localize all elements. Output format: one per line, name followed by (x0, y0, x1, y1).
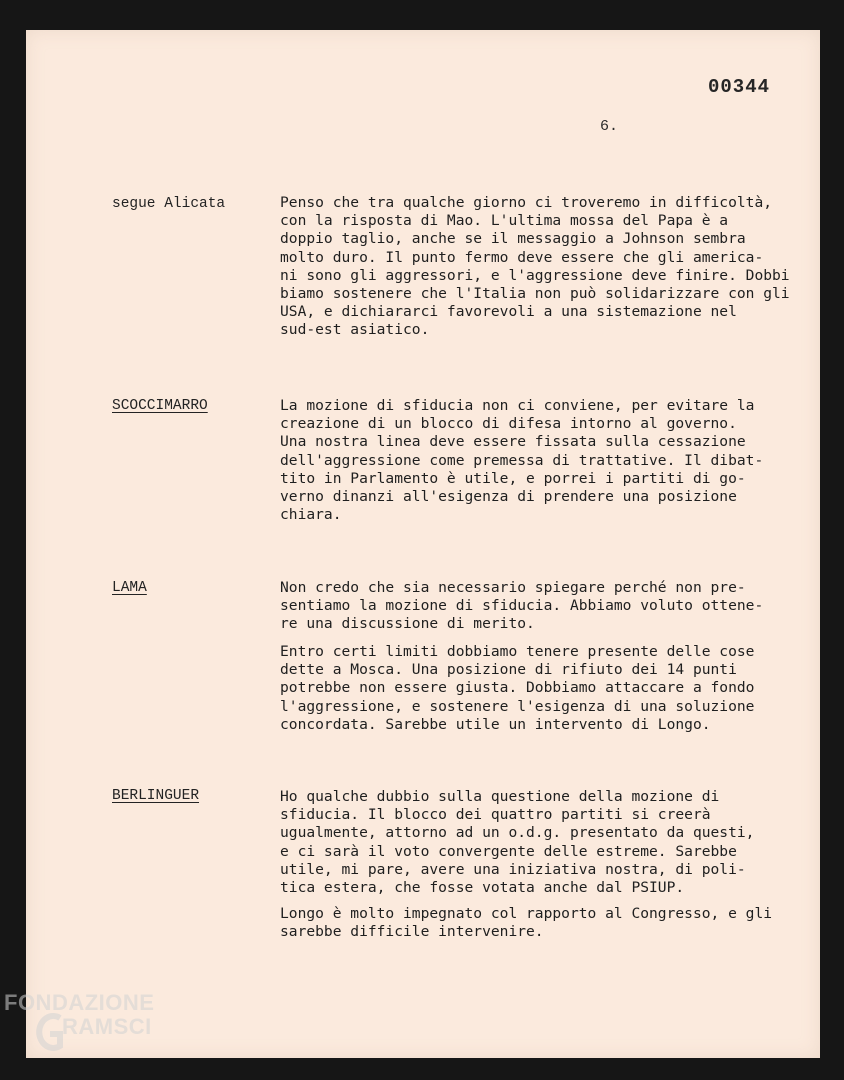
speaker-alicata: segue Alicata (112, 196, 226, 212)
speaker-scoccimarro: SCOCCIMARRO (112, 398, 208, 414)
fondazione-gramsci-watermark (4, 990, 224, 1070)
document-number: 00344 (708, 76, 771, 98)
speaker-berlinguer: BERLINGUER (112, 788, 200, 804)
paragraph-berlinguer-2: Longo è molto impegnato col rapporto al Congresso, e gli sarebbe difficile intervenire. (280, 905, 773, 941)
watermark-line-1: FONDAZIONE (4, 990, 155, 1015)
paragraph-lama-1: Non credo che sia necessario spiegare perché non pre- sentiamo la mozione di sfiducia. Abbiamo voluto ottene- re una discussione di merito. (280, 579, 764, 633)
paragraph-berlinguer-1: Ho qualche dubbio sulla questione della mozione di sfiducia. Il blocco dei quattro partiti si creerà ugualmente, attorno ad un o.d.g. presentato da questi, e ci sarà il voto convergente delle estreme. Sarebbe utile, mi pare, avere una iniziativa nostra, di poli- tica estera, che fosse votata anche dal PSIUP. (280, 788, 755, 897)
paragraph-alicata: Penso che tra qualche giorno ci troveremo in difficoltà, con la risposta di Mao. L'ultima mossa del Papa è a doppio taglio, anche se il messaggio a Johnson sembra molto duro. Il punto fermo deve essere che gli america- ni sono gli aggressori, e l'aggressione deve finire. Dobbi biamo sostenere che l'Italia non può solidarizzare con gli USA, e dichiararci favorevoli a una sistemazione nel sud-est asiatico. (280, 194, 790, 339)
watermark-line-2: RAMSCI (62, 1014, 152, 1039)
paragraph-scoccimarro: La mozione di sfiducia non ci conviene, per evitare la creazione di un blocco di difesa intorno al governo. Una nostra linea deve essere fissata sulla cessazione dell'aggressione come premessa di trattative. Il dibat- tito in Parlamento è utile, e porrei i partiti di go- verno dinanzi all'esigenza di prendere una posizione chiara. (280, 397, 764, 524)
page-number: 6. (600, 118, 619, 135)
document-page (26, 30, 820, 1058)
speaker-lama: LAMA (112, 580, 147, 596)
paragraph-lama-2: Entro certi limiti dobbiamo tenere presente delle cose dette a Mosca. Una posizione di rifiuto dei 14 punti potrebbe non essere giusta. Dobbiamo attaccare a fondo l'aggressione, e sostenere l'esigenza di una soluzione concordata. Sarebbe utile un intervento di Longo. (280, 643, 755, 733)
